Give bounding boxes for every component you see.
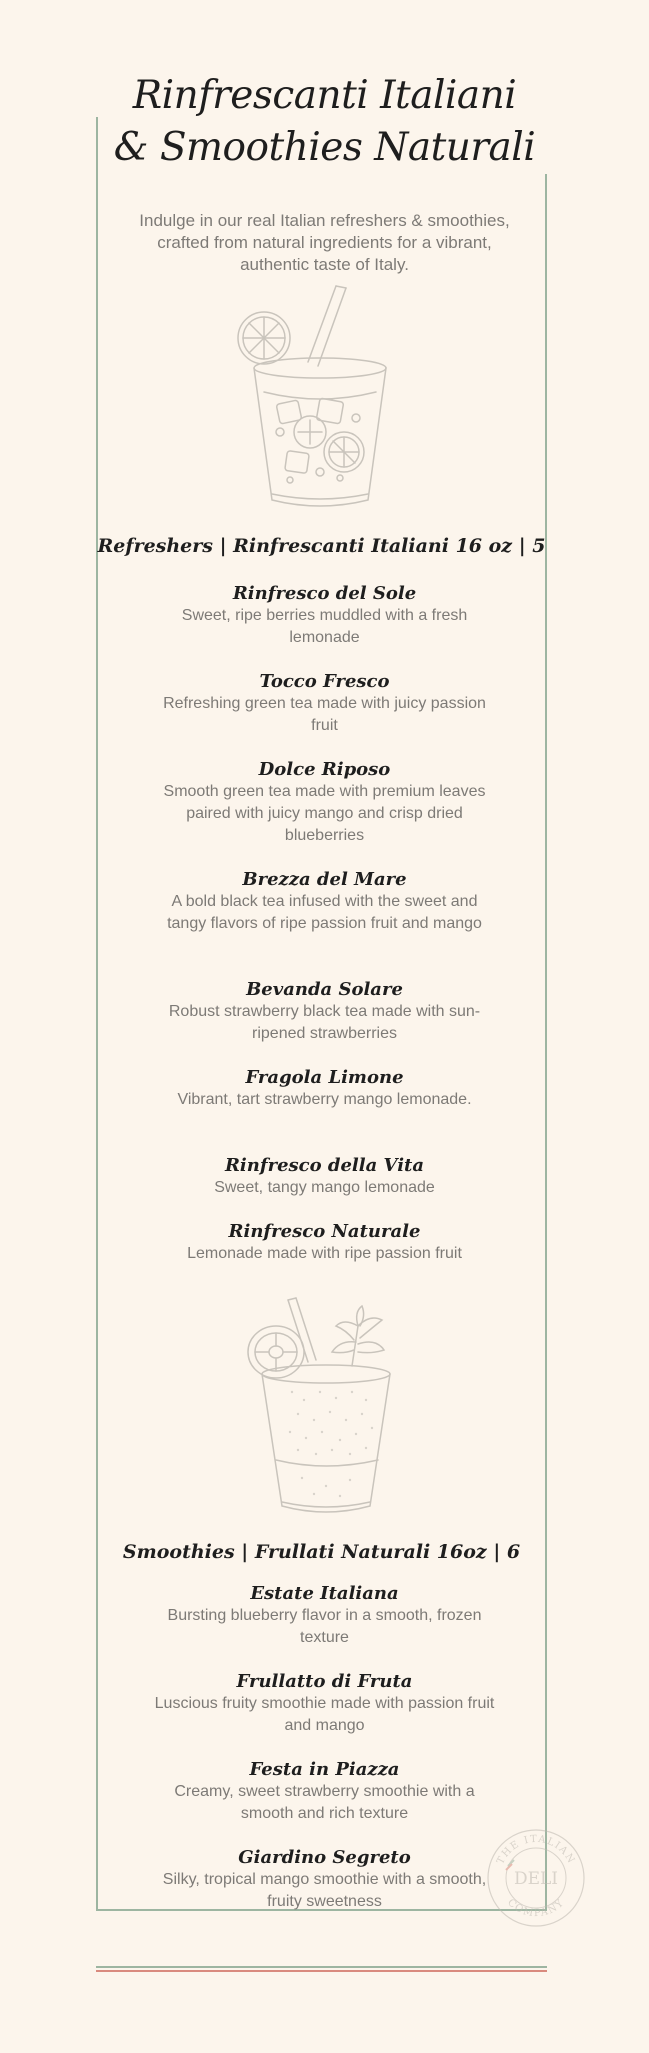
iced-drink-icon xyxy=(228,282,418,514)
menu-item-description: Smooth green tea made with premium leaves paired with juicy mango and crisp dried blueberries xyxy=(163,783,486,844)
svg-text:COMPANY: COMPANY xyxy=(505,1897,567,1920)
menu-title-line-2: & Smoothies Naturali xyxy=(113,125,536,170)
refreshers-heading: Refreshers | Rinfrescanti Italiani 16 oz | 5 xyxy=(97,535,546,557)
menu-item-description: Bursting blueberry flavor in a smooth, frozen texture xyxy=(167,1607,482,1646)
menu-item-description: Creamy, sweet strawberry smoothie with a smooth and rich texture xyxy=(174,1783,475,1822)
menu-item-name: Brezza del Mare xyxy=(242,869,407,890)
menu-item-description: A bold black tea infused with the sweet and tangy flavors of ripe passion fruit and mango xyxy=(167,893,482,932)
menu-item-name: Estate Italiana xyxy=(250,1583,399,1604)
menu-item-name: Rinfresco Naturale xyxy=(228,1221,421,1242)
menu-item-name: Rinfresco del Sole xyxy=(232,583,417,604)
bottom-rule-red xyxy=(96,1970,547,1972)
menu-item xyxy=(150,671,499,737)
menu-item-description: Luscious fruity smoothie made with passion fruit and mango xyxy=(154,1695,495,1734)
menu-item xyxy=(150,583,499,649)
menu-item-name: Rinfresco della Vita xyxy=(224,1155,425,1176)
menu-item-description: Silky, tropical mango smoothie with a smooth, fruity sweetness xyxy=(162,1871,487,1910)
menu-item xyxy=(150,1067,499,1111)
menu-item-name: Dolce Riposo xyxy=(258,759,391,780)
svg-text:THE ITALIAN: THE ITALIAN xyxy=(495,1833,577,1867)
bottom-rule-green xyxy=(96,1966,547,1968)
smoothies-heading: Smoothies | Frullati Naturali 16oz | 6 xyxy=(122,1541,521,1563)
menu-item-description: Refreshing green tea made with juicy passion fruit xyxy=(163,695,486,734)
menu-item-name: Festa in Piazza xyxy=(249,1759,400,1780)
menu-item xyxy=(150,759,499,847)
menu-item-description: Vibrant, tart strawberry mango lemonade. xyxy=(177,1091,472,1108)
menu-title-line-1: Rinfrescanti Italiani xyxy=(132,73,517,118)
menu-item-description: Sweet, tangy mango lemonade xyxy=(214,1179,435,1196)
smoothie-icon xyxy=(232,1296,422,1524)
menu-item xyxy=(150,1671,499,1737)
menu-item-name: Giardino Segreto xyxy=(238,1847,411,1868)
svg-text:DELI: DELI xyxy=(513,1869,559,1889)
menu-item-name: Fragola Limone xyxy=(245,1067,404,1088)
menu-item-name: Frullatto di Fruta xyxy=(236,1671,413,1692)
menu-item xyxy=(150,869,499,935)
menu-item-description: Lemonade made with ripe passion fruit xyxy=(187,1245,462,1262)
menu-item-name: Bevanda Solare xyxy=(246,979,403,1000)
menu-item-description: Robust strawberry black tea made with sun-ripened strawberries xyxy=(168,1003,481,1042)
intro-text: Indulge in our real Italian refreshers & smoothies, crafted from natural ingredients for a vibrant, authentic taste of Italy. xyxy=(139,211,510,274)
menu-item xyxy=(150,1847,499,1913)
menu-title xyxy=(0,70,649,174)
menu-item-name: Tocco Fresco xyxy=(259,671,390,692)
menu-item xyxy=(150,1155,499,1199)
menu-item xyxy=(150,1759,499,1825)
menu-item xyxy=(150,979,499,1045)
deli-company-stamp-logo xyxy=(484,1826,588,1930)
menu-item xyxy=(150,1583,499,1649)
menu-item xyxy=(150,1221,499,1265)
menu-item-description: Sweet, ripe berries muddled with a fresh lemonade xyxy=(181,607,468,646)
